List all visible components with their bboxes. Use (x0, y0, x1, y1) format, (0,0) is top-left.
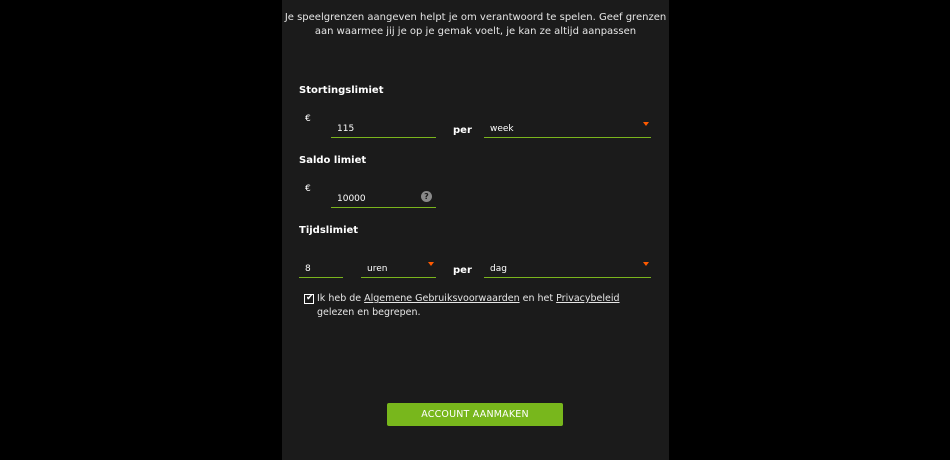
help-icon[interactable]: ? (421, 191, 432, 202)
terms-suffix: gelezen en begrepen. (317, 306, 421, 318)
deposit-amount-input[interactable] (331, 120, 436, 138)
checkmark-icon: ✔ (306, 293, 314, 303)
terms-checkbox[interactable] (304, 294, 314, 304)
time-period-select[interactable] (484, 260, 651, 278)
deposit-currency: € (305, 114, 311, 124)
create-account-button[interactable]: ACCOUNT AANMAKEN (387, 403, 563, 426)
deposit-per-label: per (453, 125, 472, 136)
time-amount-input[interactable] (299, 260, 343, 278)
deposit-period-select[interactable] (484, 120, 651, 138)
deposit-limit-title: Stortingslimiet (299, 85, 384, 96)
time-unit-select[interactable] (361, 260, 436, 278)
time-period-value: dag (490, 264, 507, 274)
balance-currency: € (305, 184, 311, 194)
deposit-period-value: week (490, 124, 514, 134)
balance-amount-value: 10000 (337, 194, 366, 204)
balance-limit-title: Saldo limiet (299, 155, 367, 166)
time-unit-value: uren (367, 264, 388, 274)
time-per-label: per (453, 265, 472, 276)
time-limit-title: Tijdslimiet (299, 225, 359, 236)
time-amount-value: 8 (305, 264, 311, 274)
terms-prefix: Ik heb de (317, 293, 365, 304)
balance-amount-input[interactable] (331, 190, 436, 208)
terms-text (304, 292, 644, 319)
terms-row (304, 292, 644, 319)
registration-panel (282, 0, 669, 460)
privacy-link[interactable]: Privacybeleid (556, 293, 620, 304)
chevron-down-icon (643, 122, 649, 126)
intro-text: Je speelgrenzen aangeven helpt je om verantwoord te spelen. Geef grenzen aan waarmee jij je op je gemak voelt, je kan ze altijd aanpassen (284, 12, 667, 37)
deposit-amount-value: 115 (337, 124, 355, 134)
terms-middle: en het (519, 293, 557, 304)
chevron-down-icon (643, 262, 649, 266)
terms-link[interactable]: Algemene Gebruiksvoorwaarden (364, 293, 520, 304)
chevron-down-icon (428, 262, 434, 266)
